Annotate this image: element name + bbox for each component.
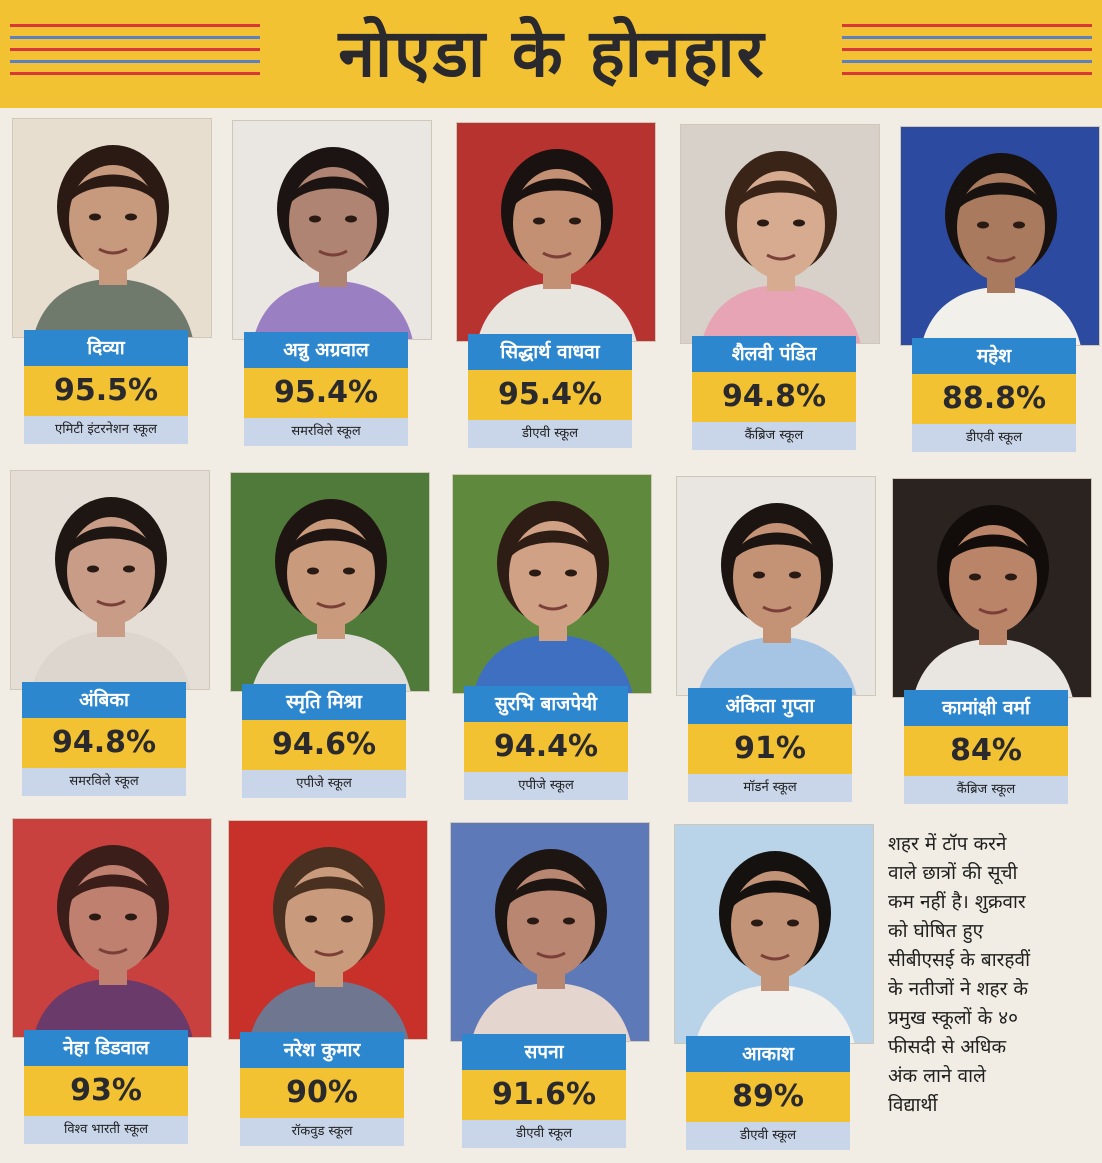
student-school-label: विश्व भारती स्कूल [24,1116,188,1144]
student-percentage: 91% [688,724,852,774]
student-percentage: 94.8% [692,372,856,422]
student-name-label: अंबिका [22,682,186,718]
student-photo [676,476,876,696]
student-school-label: डीएवी स्कूल [468,420,632,448]
student-percentage: 94.6% [242,720,406,770]
student-percentage: 95.4% [468,370,632,420]
student-photo [452,474,652,694]
blurb-line: विद्यार्थी [888,1094,938,1116]
student-percentage: 91.6% [462,1070,626,1120]
student-percentage: 88.8% [912,374,1076,424]
student-name-label: अंकिता गुप्ता [688,688,852,724]
blurb-line: के नतीजों ने शहर के [888,978,1028,1000]
student-photo [680,124,880,344]
student-name-label: महेश [912,338,1076,374]
student-percentage: 95.4% [244,368,408,418]
student-percentage: 94.4% [464,722,628,772]
blurb-line: वाले छात्रों की सूची [888,862,1018,884]
student-photo [232,120,432,340]
student-name-label: अन्नु अग्रवाल [244,332,408,368]
student-percentage: 93% [24,1066,188,1116]
student-percentage: 90% [240,1068,404,1118]
student-name-label: नेहा डिडवाल [24,1030,188,1066]
student-photo [10,470,210,690]
blurb-line: फीसदी से अधिक [888,1036,1007,1058]
blurb-line: शहर में टॉप करने [888,833,1007,855]
student-percentage: 94.8% [22,718,186,768]
student-name-label: सिद्धार्थ वाधवा [468,334,632,370]
student-school-label: एपीजे स्कूल [464,772,628,800]
decorative-stripes-right [842,24,1092,84]
student-school-label: रॉकवुड स्कूल [240,1118,404,1146]
student-photo [228,820,428,1040]
blurb-line: कम नहीं है। शुक्रवार [888,891,1026,913]
student-percentage: 95.5% [24,366,188,416]
blurb-line: प्रमुख स्कूलों के ४० [888,1007,1018,1029]
student-name-label: शैलवी पंडित [692,336,856,372]
student-school-label: कैंब्रिज स्कूल [904,776,1068,804]
student-photo [12,818,212,1038]
student-school-label: कैंब्रिज स्कूल [692,422,856,450]
headline-title: नोएडा के होनहार [338,15,766,92]
student-school-label: डीएवी स्कूल [462,1120,626,1148]
student-school-label: डीएवी स्कूल [686,1122,850,1150]
student-name-label: स्मृति मिश्रा [242,684,406,720]
student-school-label: समरविले स्कूल [22,768,186,796]
student-photo [12,118,212,338]
student-school-label: डीएवी स्कूल [912,424,1076,452]
headline-banner [0,0,1102,108]
student-name-label: कामांक्षी वर्मा [904,690,1068,726]
student-name-label: सुरभि बाजपेयी [464,686,628,722]
student-school-label: समरविले स्कूल [244,418,408,446]
student-photo [230,472,430,692]
blurb-line: को घोषित हुए [888,920,984,942]
student-photo [674,824,874,1044]
student-name-label: दिव्या [24,330,188,366]
student-photo [456,122,656,342]
decorative-stripes-left [10,24,260,84]
student-name-label: आकाश [686,1036,850,1072]
blurb-line: अंक लाने वाले [888,1065,986,1087]
student-percentage: 84% [904,726,1068,776]
student-school-label: मॉडर्न स्कूल [688,774,852,802]
student-photo [450,822,650,1042]
article-blurb [888,830,1088,1120]
blurb-line: सीबीएसई के बारहवीं [888,949,1031,971]
student-percentage: 89% [686,1072,850,1122]
student-school-label: एपीजे स्कूल [242,770,406,798]
student-name-label: सपना [462,1034,626,1070]
student-photo [892,478,1092,698]
student-photo [900,126,1100,346]
student-school-label: एमिटी इंटरनेशन स्कूल [24,416,188,444]
student-name-label: नरेश कुमार [240,1032,404,1068]
